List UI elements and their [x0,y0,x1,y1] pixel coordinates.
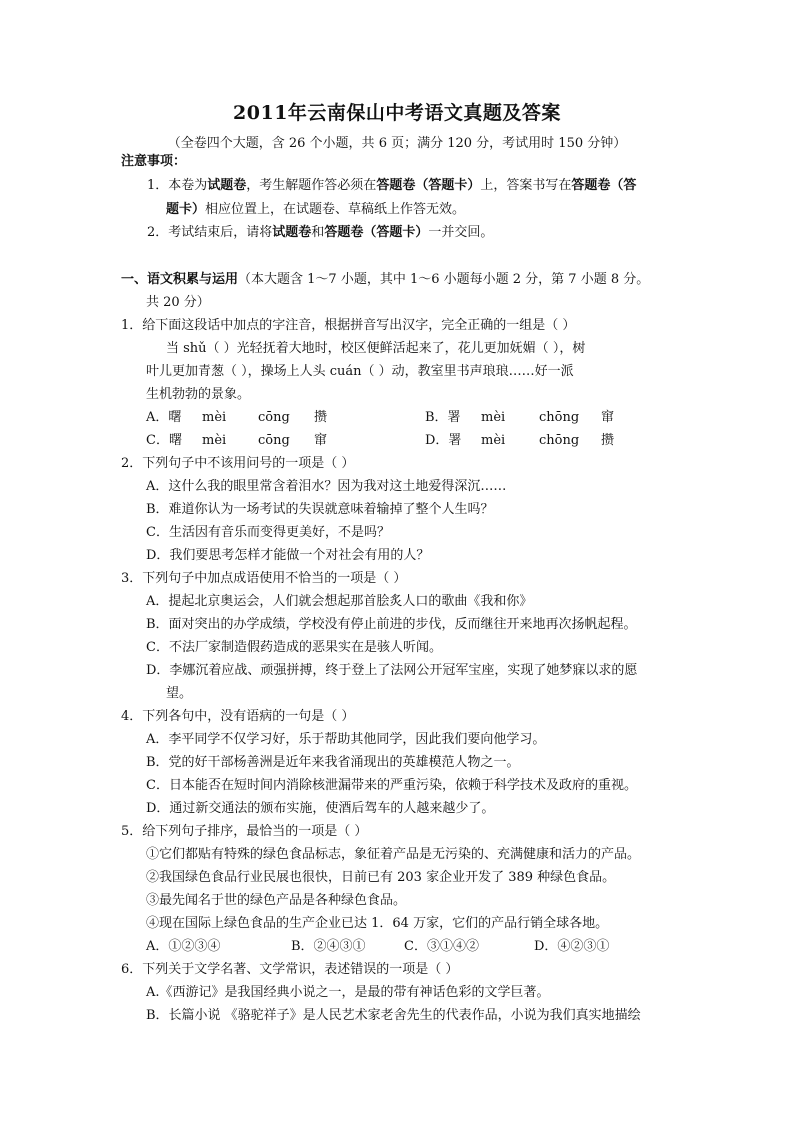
option-text: A．曙 [146,410,182,425]
notice-text: 1．本卷为 [147,178,208,193]
section-1-heading-line [121,271,649,289]
section-heading: 一、语文积累与运用 [121,272,239,287]
option-text: mèi [202,433,227,448]
question-5-sentence-4: ④现在国际上绿色食品的生产企业已达 1．64 万家，它们的产品行销全球各地。 [146,916,609,931]
notice-item-1-line-2 [166,201,465,219]
question-4-option-b: B．党的好干部杨善洲是近年来我省涌现出的英雄模范人物之一。 [146,755,520,770]
option-text: B．署 [425,410,461,425]
notice-emphasis: 题卡） [166,202,206,217]
question-1-passage-2: 叶儿更加青葱（ ），操场上人头 cuán（ ）动，教室里书声琅琅……好一派 [146,364,574,379]
question-5-option-a: A．①②③④ [146,939,221,954]
notice-text: 和 [311,225,325,240]
question-1-stem: 1．给下面这段话中加点的字注音，根据拼音写出汉字，完全正确的一组是（ ） [121,318,576,333]
notice-item-2 [147,224,493,242]
notice-emphasis: 答题卷（答题卡） [324,225,429,240]
section-1-desc-2: 共 20 分） [146,295,210,310]
option-text: 窜 [314,433,328,448]
question-5-option-b: B．②④③① [291,939,366,954]
question-5-sentence-1: ①它们都贴有特殊的绿色食品标志，象征着产品是无污染的、充满健康和活力的产品。 [146,847,641,862]
option-text: 攒 [601,433,615,448]
notice-emphasis: 答题卷（答题卡） [376,178,481,193]
question-1-passage-3: 生机勃勃的景象。 [146,387,251,402]
question-4-option-d: D．通过新交通法的颁布实施，使酒后驾车的人越来越少了。 [146,801,495,816]
option-text: D．署 [425,433,462,448]
option-text: mèi [481,410,506,425]
question-2-option-d: D．我们要思考怎样才能做一个对社会有用的人？ [146,548,430,563]
document-title: 2011年云南保山中考语文真题及答案 [233,102,561,124]
question-5-sentence-2: ②我国绿色食品行业民展也很快，日前已有 203 家企业开发了 389 种绿色食品。 [146,870,616,885]
question-5-stem: 5．给下列句子排序，最恰当的一项是（ ） [121,824,368,839]
question-6-option-b: B．长篇小说 《骆驼祥子》是人民艺术家老舍先生的代表作品，小说为我们真实地描绘 [146,1008,641,1023]
option-text: cōng [258,433,290,448]
question-1-passage-1: 当 shǔ（ ）光轻抚着大地时，校区便鲜活起来了，花儿更加妩媚（ ），树 [166,341,586,356]
notice-heading: 注意事项： [121,154,187,169]
question-5-sentence-3: ③最先闻名于世的绿色产品是各种绿色食品。 [146,893,407,908]
notice-text: ，考生解题作答必须在 [246,178,377,193]
option-text: mèi [481,433,506,448]
question-3-option-c: C．不法厂家制造假药造成的恶果实在是骇人听闻。 [146,640,442,655]
option-text: mèi [202,410,227,425]
section-description: （本大题含 1～7 小题，其中 1～6 小题每小题 2 分，第 7 小题 8 分。 [238,272,650,287]
question-4-stem: 4．下列各句中，没有语病的一句是（ ） [121,709,355,724]
question-3-option-d-line-2: 望。 [166,686,193,701]
notice-text: 一并交回。 [428,225,494,240]
question-3-option-a: A．提起北京奥运会，人们就会想起那首脍炙人口的歌曲《我和你》 [146,594,533,609]
notice-emphasis: 答题卷（答 [571,178,637,193]
question-4-option-c: C．日本能否在短时间内消除核泄漏带来的严重污染，依赖于科学技术及政府的重视。 [146,778,637,793]
question-5-option-c: C．③①④② [404,939,479,954]
notice-emphasis: 试题卷 [272,225,312,240]
document-subtitle: （全卷四个大题，含 26 个小题，共 6 页；满分 120 分，考试用时 150 分钟） [167,136,627,151]
question-2-option-c: C．生活因有音乐而变得更美好，不是吗？ [146,525,390,540]
notice-text: 上，答案书写在 [480,178,572,193]
notice-text: 2．考试结束后，请将 [147,225,273,240]
option-text: C．曙 [146,433,182,448]
notice-emphasis: 试题卷 [207,178,247,193]
question-6-stem: 6．下列关于文学名著、文学常识，表述错误的一项是（ ） [121,962,459,977]
notice-item-1-line-1 [147,177,636,195]
question-3-option-d-line-1: D．李娜沉着应战、顽强拼搏，终于登上了法网公开冠军宝座，实现了她梦寐以求的愿 [146,663,638,678]
question-6-option-a: A.《西游记》是我国经典小说之一，是最的带有神话色彩的文学巨著。 [146,985,550,1000]
option-text: 窜 [601,410,615,425]
option-text: cōng [258,410,290,425]
notice-text: 相应位置上，在试题卷、草稿纸上作答无效。 [205,202,466,217]
question-2-option-a: A．这什么我的眼里常含着泪水？因为我对这土地爱得深沉…… [146,479,507,494]
option-text: 攒 [314,410,328,425]
question-3-option-b: B．面对突出的办学成绩，学校没有停止前进的步伐，反而继往开来地再次扬帆起程。 [146,617,637,632]
question-5-option-d: D．④②③① [534,939,610,954]
option-text: chōng [539,433,580,448]
option-text: chōng [539,410,580,425]
question-3-stem: 3．下列句子中加点成语使用不恰当的一项是（ ） [121,571,407,586]
question-4-option-a: A．李平同学不仅学习好，乐于帮助其他同学，因此我们要向他学习。 [146,732,546,747]
question-2-stem: 2．下列句子中不该用问号的一项是（ ） [121,456,355,471]
question-2-option-b: B．难道你认为一场考试的失误就意味着输掉了整个人生吗？ [146,502,494,517]
